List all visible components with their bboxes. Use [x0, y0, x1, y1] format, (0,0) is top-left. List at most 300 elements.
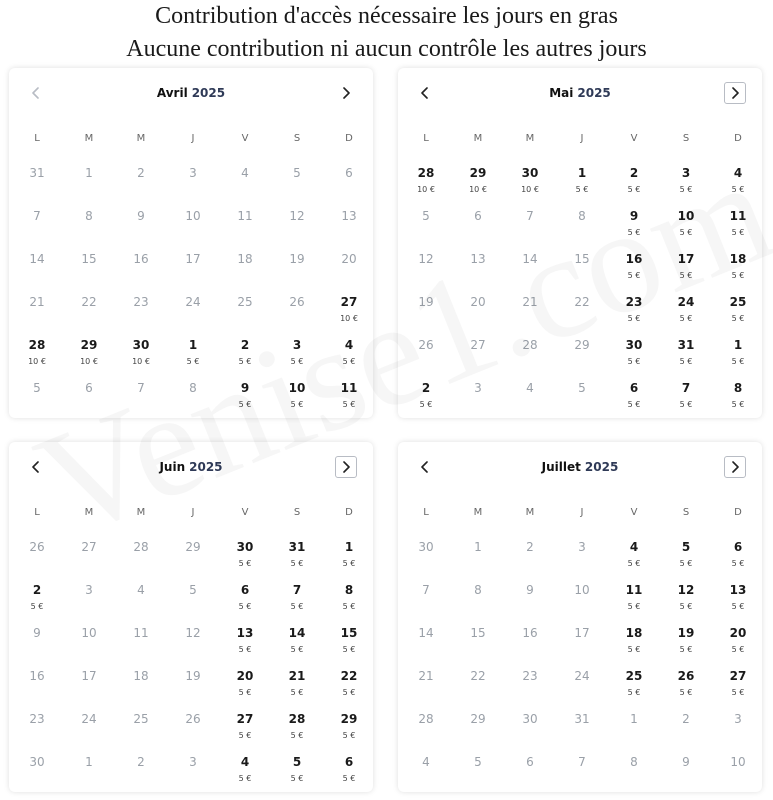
day-cell[interactable] [323, 293, 375, 336]
day-number: 1 [474, 540, 482, 554]
month-year-label [398, 456, 762, 478]
day-number: 27 [470, 338, 486, 352]
day-cell[interactable] [63, 379, 115, 422]
day-cell[interactable] [712, 753, 764, 796]
day-number: 13 [729, 583, 747, 597]
day-cell[interactable] [271, 293, 323, 336]
day-number: 7 [578, 755, 586, 769]
day-number: 30 [521, 166, 539, 180]
day-number: 7 [137, 381, 145, 395]
weekday-header: L [423, 507, 429, 518]
day-cell[interactable] [660, 164, 712, 207]
day-number: 11 [133, 626, 149, 640]
next-month-button[interactable] [335, 82, 357, 104]
day-cell[interactable] [556, 379, 608, 422]
day-price: 5 € [342, 774, 356, 783]
day-cell[interactable] [115, 293, 167, 336]
day-number: 31 [29, 166, 45, 180]
day-price: 5 € [342, 400, 356, 409]
day-cell[interactable] [660, 293, 712, 336]
day-cell[interactable] [271, 710, 323, 753]
day-cell[interactable] [167, 207, 219, 250]
day-cell[interactable] [504, 379, 556, 422]
day-cell[interactable] [323, 336, 375, 379]
day-cell[interactable] [400, 753, 452, 796]
day-cell[interactable] [11, 581, 63, 624]
day-cell[interactable] [323, 379, 375, 422]
day-cell[interactable] [556, 293, 608, 336]
day-cell[interactable] [400, 538, 452, 581]
day-cell[interactable] [556, 710, 608, 753]
day-number: 14 [288, 626, 306, 640]
day-number: 31 [574, 712, 590, 726]
day-number: 4 [344, 338, 354, 352]
day-number: 20 [236, 669, 254, 683]
day-cell[interactable] [400, 293, 452, 336]
day-cell[interactable] [556, 538, 608, 581]
day-cell[interactable] [63, 250, 115, 293]
day-cell[interactable] [11, 538, 63, 581]
day-cell[interactable] [167, 336, 219, 379]
day-cell[interactable] [271, 207, 323, 250]
day-cell[interactable] [167, 293, 219, 336]
day-price: 5 € [731, 645, 745, 654]
day-price: 5 € [731, 314, 745, 323]
day-cell[interactable] [504, 207, 556, 250]
day-cell[interactable] [167, 581, 219, 624]
day-price: 10 € [521, 185, 539, 194]
day-cell[interactable] [219, 250, 271, 293]
day-number: 21 [522, 295, 538, 309]
day-cell[interactable] [167, 710, 219, 753]
day-cell[interactable] [608, 667, 660, 710]
next-month-button[interactable] [335, 456, 357, 478]
day-number: 8 [578, 209, 586, 223]
day-cell[interactable] [556, 753, 608, 796]
year-label: 2025 [584, 460, 619, 474]
day-price: 5 € [627, 185, 641, 194]
day-cell[interactable] [660, 379, 712, 422]
day-cell[interactable] [63, 538, 115, 581]
day-price: 5 € [627, 357, 641, 366]
day-cell[interactable] [452, 336, 504, 379]
weekday-header: J [191, 507, 195, 518]
day-cell[interactable] [219, 581, 271, 624]
day-number: 22 [470, 669, 486, 683]
day-number: 22 [574, 295, 590, 309]
month-name: Juin [159, 460, 186, 474]
day-cell[interactable] [712, 164, 764, 207]
day-cell[interactable] [271, 624, 323, 667]
day-number: 21 [288, 669, 306, 683]
day-cell[interactable] [115, 379, 167, 422]
day-cell[interactable] [323, 753, 375, 796]
day-price: 5 € [679, 559, 693, 568]
day-number: 24 [81, 712, 97, 726]
next-month-button[interactable] [724, 456, 746, 478]
day-number: 18 [625, 626, 643, 640]
day-cell[interactable] [660, 207, 712, 250]
weekday-header: M [473, 133, 483, 144]
day-number: 4 [526, 381, 534, 395]
day-cell[interactable] [608, 624, 660, 667]
day-cell[interactable] [452, 293, 504, 336]
day-number: 27 [729, 669, 747, 683]
day-cell[interactable] [271, 250, 323, 293]
day-cell[interactable] [556, 624, 608, 667]
day-cell[interactable] [608, 581, 660, 624]
day-cell[interactable] [219, 538, 271, 581]
month-year-label [398, 82, 762, 104]
day-number: 14 [522, 252, 538, 266]
weekday-header: D [734, 507, 742, 518]
day-number: 29 [470, 712, 486, 726]
title-line-2: Aucune contribution ni aucun contrôle les autres jours [126, 36, 647, 62]
day-cell[interactable] [11, 624, 63, 667]
day-cell[interactable] [115, 538, 167, 581]
day-cell[interactable] [219, 207, 271, 250]
day-cell[interactable] [323, 164, 375, 207]
day-cell[interactable] [712, 250, 764, 293]
day-number: 11 [625, 583, 643, 597]
day-cell[interactable] [452, 581, 504, 624]
day-number: 16 [133, 252, 149, 266]
day-cell[interactable] [660, 581, 712, 624]
day-number: 6 [733, 540, 743, 554]
day-cell[interactable] [115, 250, 167, 293]
day-cell[interactable] [323, 667, 375, 710]
day-number: 5 [189, 583, 197, 597]
day-cell[interactable] [11, 293, 63, 336]
day-cell[interactable] [400, 710, 452, 753]
day-cell[interactable] [219, 379, 271, 422]
day-price: 5 € [342, 357, 356, 366]
day-cell[interactable] [115, 164, 167, 207]
day-cell[interactable] [452, 710, 504, 753]
day-cell[interactable] [712, 710, 764, 753]
day-cell[interactable] [271, 538, 323, 581]
day-number: 22 [340, 669, 358, 683]
day-cell[interactable] [608, 293, 660, 336]
day-number: 31 [288, 540, 306, 554]
day-cell[interactable] [660, 250, 712, 293]
day-cell[interactable] [219, 336, 271, 379]
day-number: 6 [345, 166, 353, 180]
day-number: 26 [29, 540, 45, 554]
day-number: 25 [237, 295, 253, 309]
day-cell[interactable] [660, 624, 712, 667]
day-cell[interactable] [504, 250, 556, 293]
calendar-grid [400, 128, 760, 422]
day-cell[interactable] [608, 250, 660, 293]
day-cell[interactable] [271, 753, 323, 796]
day-cell[interactable] [167, 250, 219, 293]
day-cell[interactable] [323, 624, 375, 667]
month-name: Mai [549, 86, 574, 100]
day-cell[interactable] [219, 667, 271, 710]
day-cell[interactable] [11, 207, 63, 250]
day-cell[interactable] [556, 581, 608, 624]
day-cell[interactable] [556, 667, 608, 710]
day-cell[interactable] [608, 164, 660, 207]
day-cell[interactable] [323, 710, 375, 753]
day-cell[interactable] [504, 710, 556, 753]
day-cell[interactable] [504, 624, 556, 667]
day-cell[interactable] [219, 753, 271, 796]
day-number: 12 [677, 583, 695, 597]
weekday-header: M [525, 133, 535, 144]
month-name: Avril [156, 86, 188, 100]
day-cell[interactable] [712, 379, 764, 422]
day-cell[interactable] [115, 581, 167, 624]
day-cell[interactable] [115, 624, 167, 667]
next-month-button[interactable] [724, 82, 746, 104]
day-number: 1 [344, 540, 354, 554]
day-cell[interactable] [452, 164, 504, 207]
day-cell[interactable] [219, 164, 271, 207]
day-cell[interactable] [323, 207, 375, 250]
day-cell[interactable] [452, 538, 504, 581]
day-cell[interactable] [712, 667, 764, 710]
day-number: 9 [33, 626, 41, 640]
day-number: 3 [85, 583, 93, 597]
day-cell[interactable] [115, 667, 167, 710]
chevron-right-icon [341, 461, 351, 473]
day-cell[interactable] [63, 667, 115, 710]
day-cell[interactable] [219, 624, 271, 667]
day-cell[interactable] [608, 379, 660, 422]
day-price: 5 € [627, 559, 641, 568]
weekday-header: S [293, 507, 301, 518]
day-cell[interactable] [608, 207, 660, 250]
day-cell[interactable] [323, 250, 375, 293]
day-price: 5 € [627, 645, 641, 654]
day-number: 19 [418, 295, 434, 309]
day-cell[interactable] [63, 293, 115, 336]
day-number: 28 [522, 338, 538, 352]
day-cell[interactable] [400, 250, 452, 293]
day-cell[interactable] [11, 667, 63, 710]
day-cell[interactable] [167, 753, 219, 796]
day-number: 1 [85, 755, 93, 769]
day-cell[interactable] [11, 336, 63, 379]
day-cell[interactable] [452, 250, 504, 293]
day-price: 5 € [238, 602, 252, 611]
day-cell[interactable] [452, 753, 504, 796]
day-cell[interactable] [608, 336, 660, 379]
day-cell[interactable] [504, 667, 556, 710]
weekday-header: M [525, 507, 535, 518]
day-price: 10 € [80, 357, 98, 366]
day-cell[interactable] [63, 207, 115, 250]
day-number: 2 [32, 583, 42, 597]
day-number: 20 [470, 295, 486, 309]
day-cell[interactable] [660, 538, 712, 581]
day-cell[interactable] [115, 207, 167, 250]
day-number: 12 [418, 252, 434, 266]
day-price: 5 € [290, 688, 304, 697]
day-number: 29 [340, 712, 358, 726]
day-cell[interactable] [11, 164, 63, 207]
day-number: 26 [185, 712, 201, 726]
day-price: 5 € [731, 400, 745, 409]
day-cell[interactable] [556, 250, 608, 293]
day-cell[interactable] [219, 293, 271, 336]
day-price: 5 € [731, 271, 745, 280]
day-cell[interactable] [712, 207, 764, 250]
day-number: 9 [526, 583, 534, 597]
day-cell[interactable] [271, 379, 323, 422]
day-cell[interactable] [167, 624, 219, 667]
day-cell[interactable] [271, 164, 323, 207]
day-cell[interactable] [660, 336, 712, 379]
day-cell[interactable] [11, 710, 63, 753]
day-number: 17 [185, 252, 201, 266]
day-number: 3 [474, 381, 482, 395]
day-cell[interactable] [11, 379, 63, 422]
day-cell[interactable] [11, 250, 63, 293]
weekday-header: M [84, 507, 94, 518]
day-number: 8 [189, 381, 197, 395]
day-number: 26 [289, 295, 305, 309]
day-cell[interactable] [504, 293, 556, 336]
day-number: 2 [629, 166, 639, 180]
day-number: 9 [240, 381, 250, 395]
day-number: 12 [289, 209, 305, 223]
day-cell[interactable] [660, 667, 712, 710]
day-price: 5 € [238, 400, 252, 409]
day-cell[interactable] [271, 336, 323, 379]
day-cell[interactable] [712, 293, 764, 336]
day-cell[interactable] [504, 581, 556, 624]
day-number: 4 [629, 540, 639, 554]
day-number: 27 [81, 540, 97, 554]
day-cell[interactable] [504, 753, 556, 796]
day-number: 19 [677, 626, 695, 640]
day-price: 5 € [238, 774, 252, 783]
day-cell[interactable] [608, 753, 660, 796]
day-price: 5 € [342, 559, 356, 568]
day-cell[interactable] [115, 753, 167, 796]
day-cell[interactable] [63, 581, 115, 624]
day-cell[interactable] [323, 538, 375, 581]
day-cell[interactable] [504, 538, 556, 581]
day-cell[interactable] [452, 207, 504, 250]
day-number: 16 [522, 626, 538, 640]
day-cell[interactable] [323, 581, 375, 624]
weekday-header: D [345, 507, 353, 518]
weekday-header: L [34, 507, 40, 518]
day-cell[interactable] [556, 336, 608, 379]
day-number: 2 [421, 381, 431, 395]
day-number: 26 [418, 338, 434, 352]
day-cell[interactable] [63, 336, 115, 379]
day-cell[interactable] [115, 336, 167, 379]
day-price: 5 € [627, 602, 641, 611]
day-cell[interactable] [400, 379, 452, 422]
day-price: 10 € [469, 185, 487, 194]
day-cell[interactable] [219, 710, 271, 753]
day-cell[interactable] [400, 667, 452, 710]
day-cell[interactable] [400, 336, 452, 379]
weekday-header: M [136, 133, 146, 144]
day-cell[interactable] [556, 164, 608, 207]
day-cell[interactable] [63, 753, 115, 796]
day-number: 4 [422, 755, 430, 769]
day-cell[interactable] [167, 538, 219, 581]
day-cell[interactable] [712, 624, 764, 667]
day-cell[interactable] [167, 379, 219, 422]
day-price: 5 € [290, 645, 304, 654]
day-number: 8 [630, 755, 638, 769]
day-number: 7 [526, 209, 534, 223]
day-cell[interactable] [400, 624, 452, 667]
day-price: 5 € [627, 400, 641, 409]
day-number: 23 [522, 669, 538, 683]
day-cell[interactable] [400, 581, 452, 624]
day-cell[interactable] [11, 753, 63, 796]
calendar-header [398, 456, 762, 482]
day-cell[interactable] [504, 336, 556, 379]
day-number: 15 [574, 252, 590, 266]
day-cell[interactable] [504, 164, 556, 207]
day-cell[interactable] [608, 538, 660, 581]
day-price: 5 € [627, 688, 641, 697]
day-cell[interactable] [556, 207, 608, 250]
day-number: 2 [240, 338, 250, 352]
day-cell[interactable] [63, 624, 115, 667]
day-cell[interactable] [63, 164, 115, 207]
day-cell[interactable] [660, 753, 712, 796]
day-cell[interactable] [271, 581, 323, 624]
day-number: 15 [81, 252, 97, 266]
day-cell[interactable] [167, 667, 219, 710]
day-cell[interactable] [452, 624, 504, 667]
weekday-header: V [241, 133, 249, 144]
day-number: 21 [29, 295, 45, 309]
weekday-header: D [734, 133, 742, 144]
day-number: 12 [185, 626, 201, 640]
day-price: 5 € [238, 645, 252, 654]
day-number: 5 [292, 755, 302, 769]
day-cell[interactable] [167, 164, 219, 207]
day-number: 24 [677, 295, 695, 309]
day-cell[interactable] [400, 164, 452, 207]
day-price: 5 € [731, 688, 745, 697]
weekday-header: L [423, 133, 429, 144]
day-cell[interactable] [115, 710, 167, 753]
day-price: 5 € [679, 314, 693, 323]
day-number: 15 [340, 626, 358, 640]
day-cell[interactable] [660, 710, 712, 753]
day-cell[interactable] [63, 710, 115, 753]
day-price: 5 € [679, 271, 693, 280]
day-cell[interactable] [608, 710, 660, 753]
day-cell[interactable] [271, 667, 323, 710]
year-label: 2025 [191, 86, 226, 100]
day-cell[interactable] [452, 667, 504, 710]
weekday-header: S [293, 133, 301, 144]
day-number: 28 [28, 338, 46, 352]
day-number: 10 [81, 626, 97, 640]
day-cell[interactable] [712, 581, 764, 624]
day-cell[interactable] [712, 336, 764, 379]
day-cell[interactable] [452, 379, 504, 422]
day-number: 25 [625, 669, 643, 683]
weekday-header: D [345, 133, 353, 144]
day-cell[interactable] [712, 538, 764, 581]
day-cell[interactable] [400, 207, 452, 250]
